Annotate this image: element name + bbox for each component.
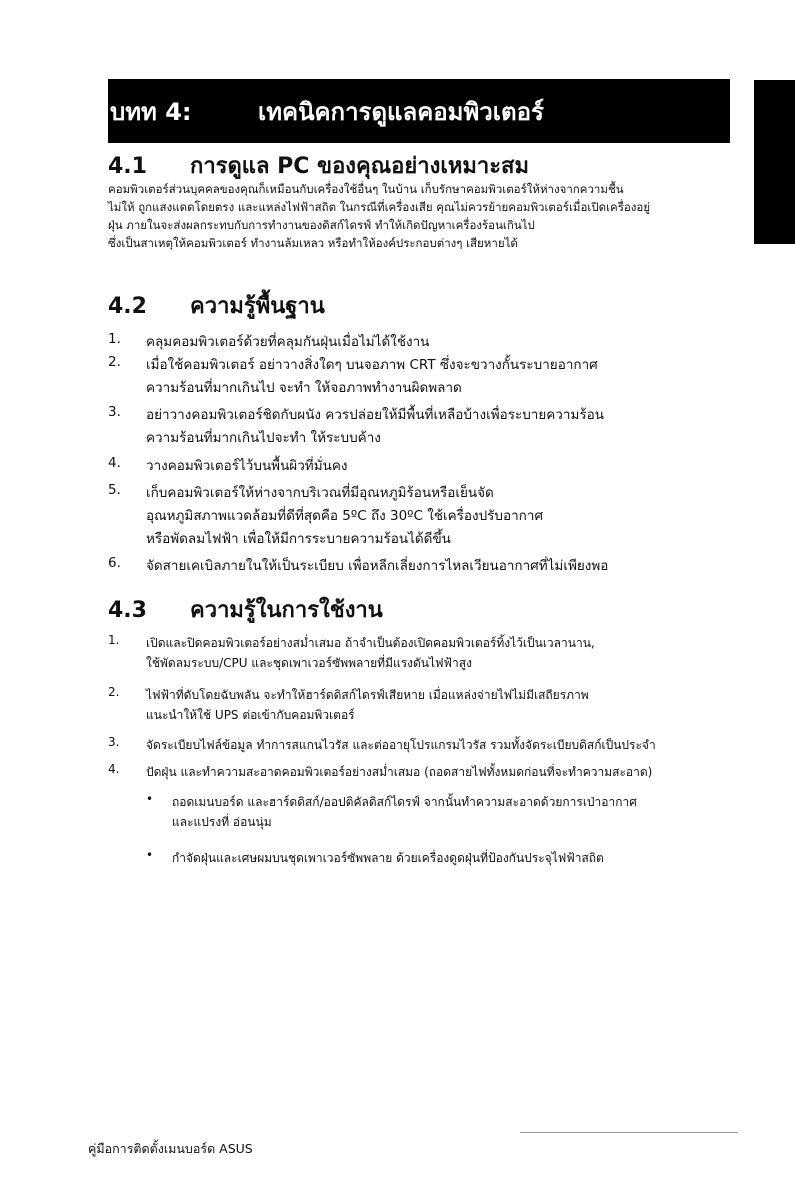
section-title: ความรู้ในการใช้งาน xyxy=(190,598,383,623)
paragraph-line: ไม่ให้ ถูกแสงแดดโดยตรง และแหล่งไฟฟ้าสถิต ในกรณีที่เครื่องเสีย คุณไม่ควรย้ายคอมพิวเตอร์เมื่อเปิดเครื่องอยู่ xyxy=(108,200,651,214)
bullet-line: และแปรงที่ อ่อนนุ่ม xyxy=(172,815,272,829)
section-4-1-paragraph xyxy=(108,180,728,252)
item-number: 1. xyxy=(108,633,120,647)
section-number: 4.3 xyxy=(108,598,147,623)
bullet-icon: • xyxy=(146,848,154,862)
item-number: 5. xyxy=(108,482,121,498)
section-title: ความรู้พื้นฐาน xyxy=(190,294,325,319)
item-line: ปัดฝุ่น และทำความสะอาดคอมพิวเตอร์อย่างสม่ำเสมอ (ถอดสายไฟทั้งหมดก่อนที่จะทำความสะอาด) xyxy=(146,765,653,779)
bullet-icon: • xyxy=(146,792,154,806)
item-line: ไฟฟ้าที่ดับโดยฉับพลัน จะทำให้ฮาร์ดดิสก์ไดรฟ์เสียหาย เมื่อแหล่งจ่ายไฟไม่มีเสถียรภาพ xyxy=(146,688,589,702)
section-title: การดูแล PC ของคุณอย่างเหมาะสม xyxy=(190,154,529,179)
item-line: จัดระเบียบไฟล์ข้อมูล ทำการสแกนไวรัส และต่ออายุโปรแกรมไวรัส รวมทั้งจัดระเบียบดิสก์เป็นประจำ xyxy=(146,738,656,752)
item-line: เมื่อใช้คอมพิวเตอร์ อย่าวางสิ่งใดๆ บนจอภาพ CRT ซึ่งจะขวางกั้นระบายอากาศ xyxy=(146,357,598,373)
item-line: อุณหภูมิสภาพแวดล้อมที่ดีที่สุดคือ 5ºC ถึง 30ºC ใช้เครื่องปรับอากาศ xyxy=(146,508,544,524)
item-line: เปิดและปิดคอมพิวเตอร์อย่างสม่ำเสมอ ถ้าจำเป็นต้องเปิดคอมพิวเตอร์ทิ้งไว้เป็นเวลานาน, xyxy=(146,636,595,650)
item-number: 2. xyxy=(108,685,120,699)
section-heading-4-3 xyxy=(108,592,383,627)
chapter-header xyxy=(108,79,730,143)
chapter-number: บทท 4: xyxy=(110,97,192,126)
paragraph-line: ฝุ่น ภายในจะส่งผลกระทบกับการทำงานของดิสก์ไดรฟ์ ทำให้เกิดปัญหาเครื่องร้อนเกินไป xyxy=(108,218,535,232)
item-line: คลุมคอมพิวเตอร์ด้วยที่คลุมกันฝุ่นเมื่อไม่ได้ใช้งาน xyxy=(146,334,430,350)
side-tab xyxy=(754,80,795,244)
section-number: 4.1 xyxy=(108,154,147,179)
section-heading-4-1 xyxy=(108,148,529,183)
item-number: 3. xyxy=(108,404,121,420)
item-line: ใช้พัดลมระบบ/CPU และชุดเพาเวอร์ซัพพลายที่มีแรงดันไฟฟ้าสูง xyxy=(146,656,472,670)
item-number: 1. xyxy=(108,331,121,347)
item-line: วางคอมพิวเตอร์ไว้บนพื้นผิวที่มั่นคง xyxy=(146,458,348,474)
bullet-line: ถอดเมนบอร์ด และฮาร์ดดิสก์/ออปติคัลดิสก์ไดรฟ์ จากนั้นทำความสะอาดด้วยการเป่าอากาศ xyxy=(172,795,637,809)
item-number: 4. xyxy=(108,455,121,471)
item-line: แนะนำให้ใช้ UPS ต่อเข้ากับคอมพิวเตอร์ xyxy=(146,708,355,722)
section-number: 4.2 xyxy=(108,294,147,319)
section-heading-4-2 xyxy=(108,288,325,323)
footer-text: คู่มือการติดตั้งเมนบอร์ด ASUS xyxy=(88,1141,253,1156)
paragraph-line: คอมพิวเตอร์ส่วนบุคคลของคุณก็เหมือนกับเครื่องใช้อื่นๆ ในบ้าน เก็บรักษาคอมพิวเตอร์ให้ห่างจากความชื้น xyxy=(108,182,624,196)
item-number: 2. xyxy=(108,354,121,370)
item-line: หรือพัดลมไฟฟ้า เพื่อให้มีการระบายความร้อนได้ดีขึ้น xyxy=(146,531,451,547)
item-line: ความร้อนที่มากเกินไปจะทำ ให้ระบบค้าง xyxy=(146,430,381,446)
bullet-line: กำจัดฝุ่นและเศษผมบนชุดเพาเวอร์ซัพพลาย ด้วยเครื่องดูดฝุ่นที่ป้องกันประจุไฟฟ้าสถิต xyxy=(172,851,604,865)
chapter-title: เทคนิคการดูแลคอมพิวเตอร์ xyxy=(258,97,544,126)
footer-divider xyxy=(520,1132,738,1133)
item-number: 6. xyxy=(108,555,121,571)
item-number: 4. xyxy=(108,762,120,776)
item-line: จัดสายเคเบิลภายในให้เป็นระเบียบ เพื่อหลีกเลี่ยงการไหลเวียนอากาศที่ไม่เพียงพอ xyxy=(146,558,609,574)
item-line: ความร้อนที่มากเกินไป จะทำ ให้จอภาพทำงานผิดพลาด xyxy=(146,380,462,396)
item-line: อย่าวางคอมพิวเตอร์ชิดกับผนัง ควรปล่อยให้มีพื้นที่เหลือบ้างเพื่อระบายความร้อน xyxy=(146,407,604,423)
item-line: เก็บคอมพิวเตอร์ให้ห่างจากบริเวณที่มีอุณหภูมิร้อนหรือเย็นจัด xyxy=(146,485,494,501)
paragraph-line: ซึ่งเป็นสาเหตุให้คอมพิวเตอร์ ทำงานล้มเหลว หรือทำให้องค์ประกอบต่างๆ เสียหายได้ xyxy=(108,236,518,250)
item-number: 3. xyxy=(108,735,120,749)
